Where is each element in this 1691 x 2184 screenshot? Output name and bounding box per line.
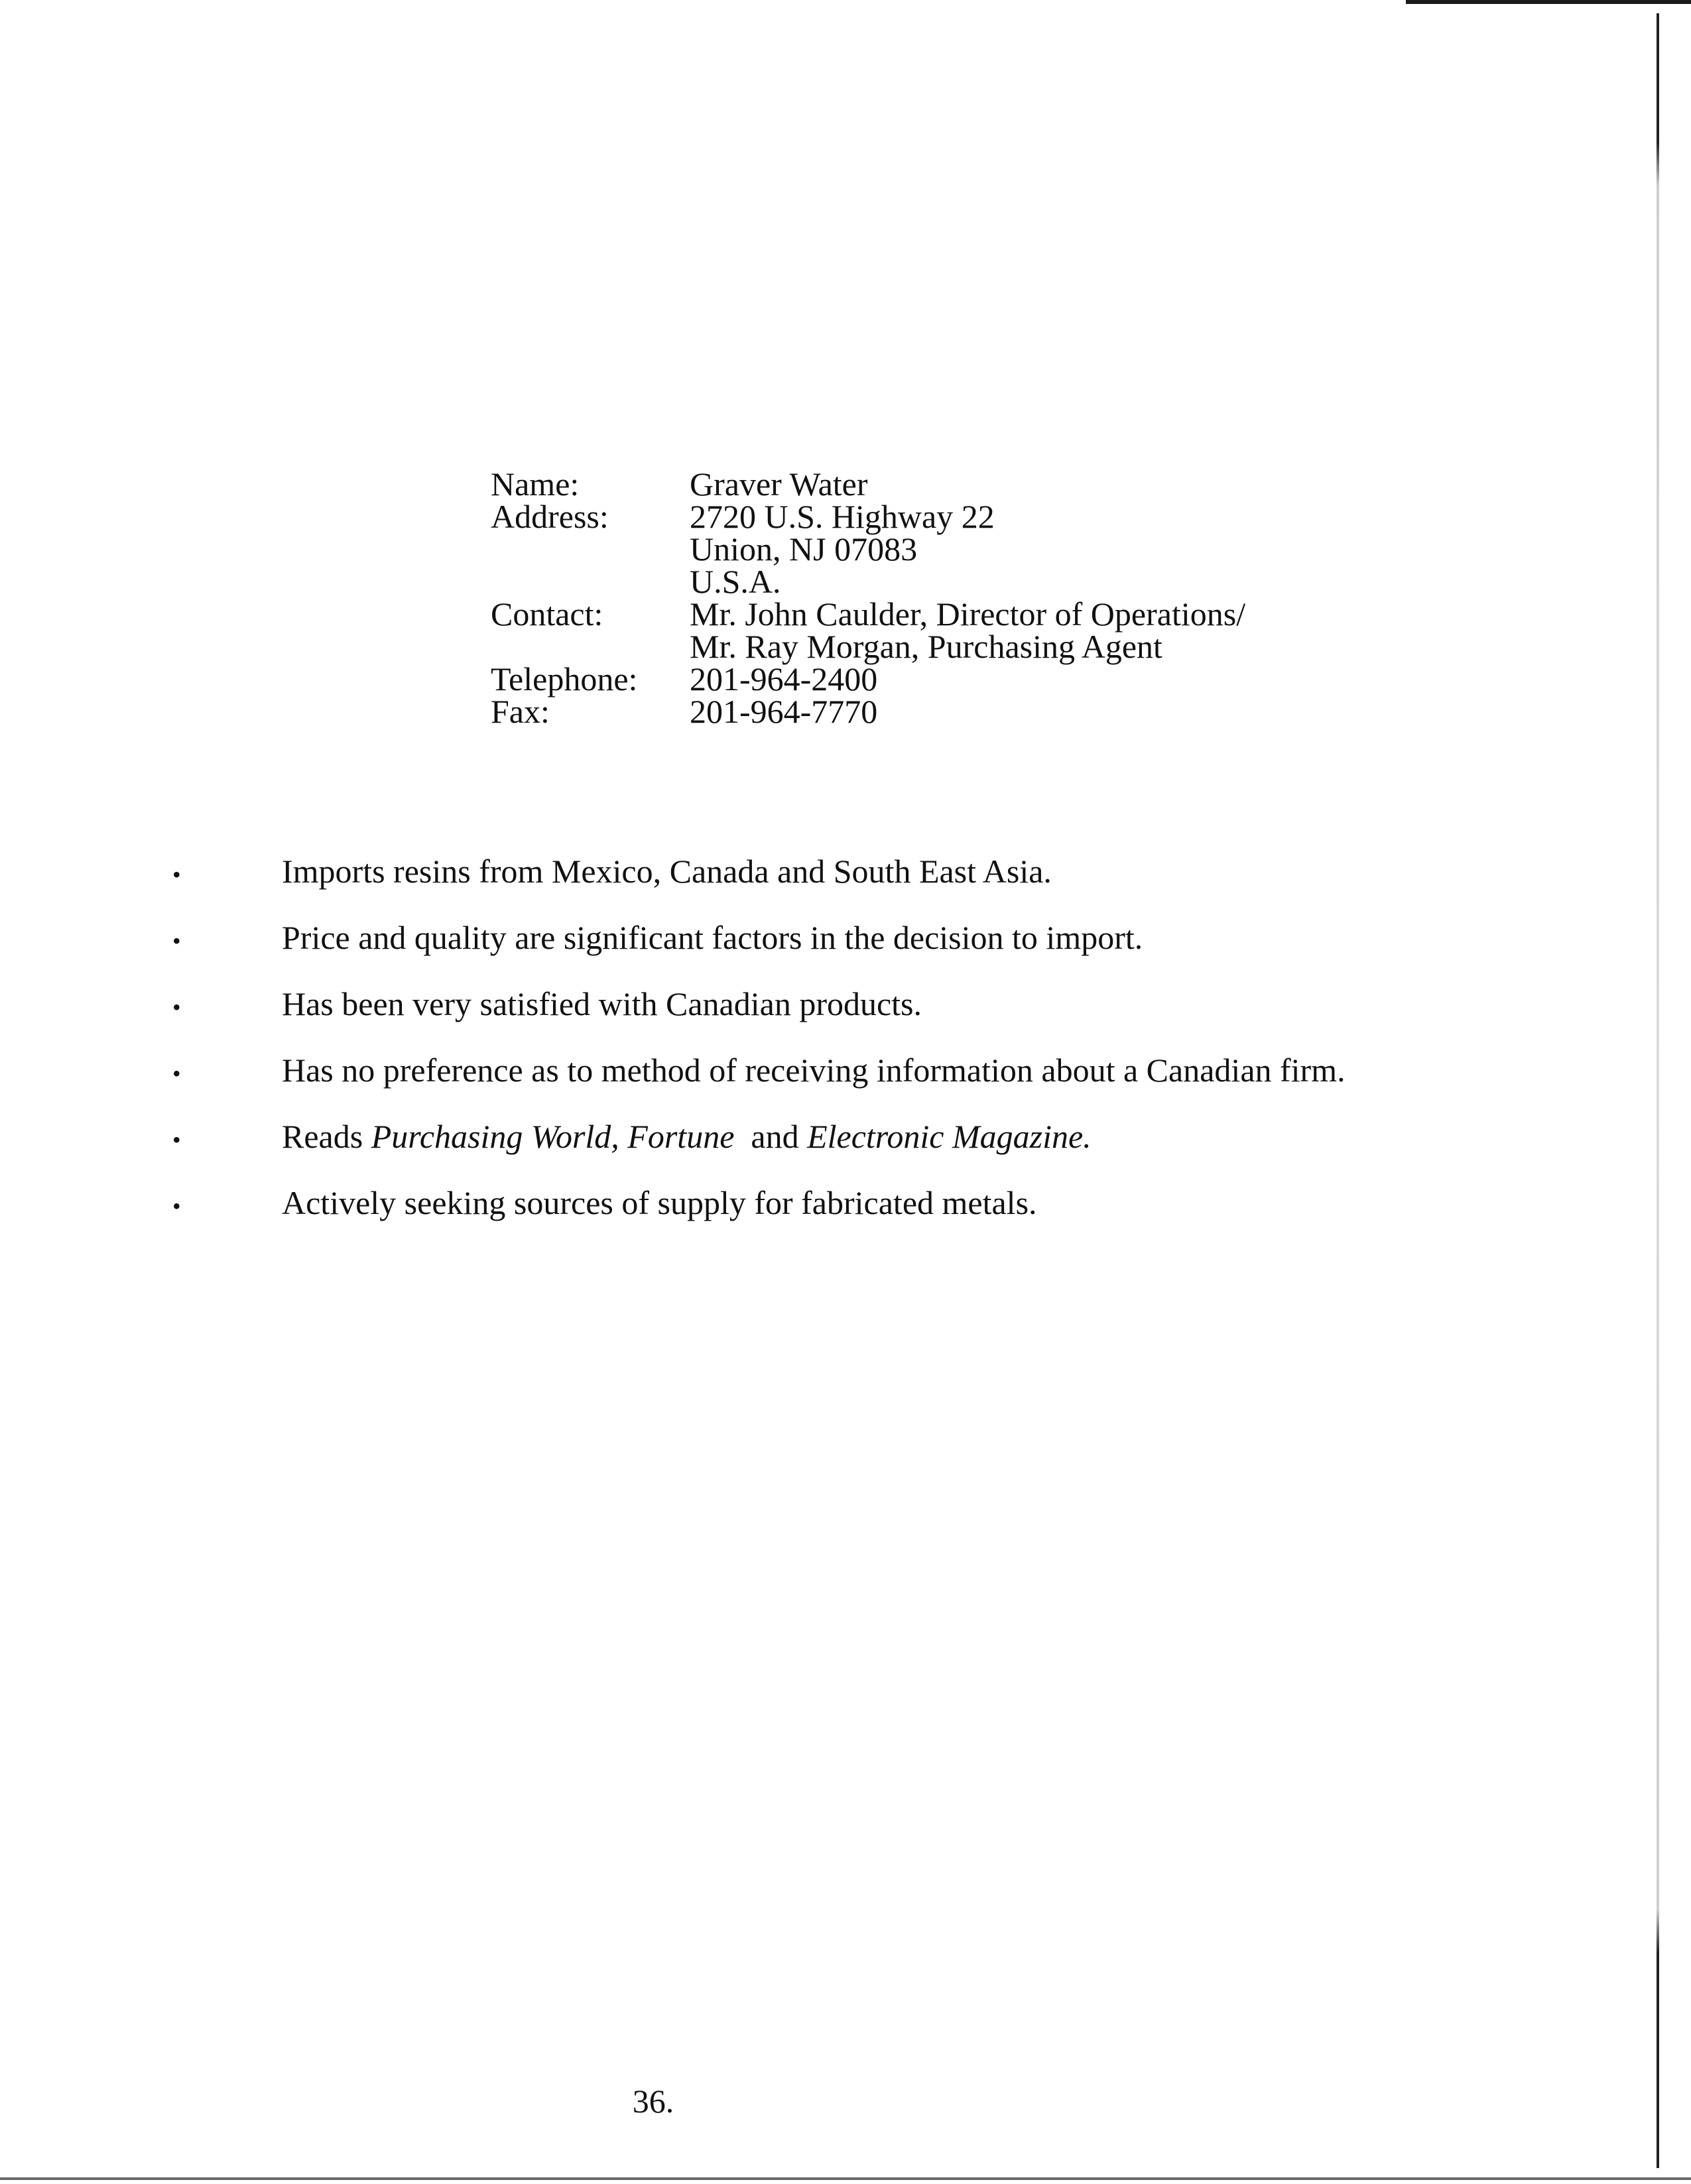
- telephone-value: 201-964-2400: [690, 660, 878, 698]
- name-label: Name:: [491, 465, 580, 503]
- bullet-text: Price and quality are significant factors in the decision to import.: [282, 919, 1143, 956]
- address-line-2: Union, NJ 07083: [690, 530, 918, 568]
- publication-title-electronic: Electronic Magazine.: [807, 1118, 1092, 1155]
- fax-value: 201-964-7770: [690, 693, 878, 730]
- bullet-text: Has been very satisfied with Canadian products.: [282, 985, 922, 1022]
- bullet-marker: •: [172, 1126, 181, 1153]
- contact-line-1: Mr. John Caulder, Director of Operations/: [690, 595, 1246, 633]
- scan-edge-bottom: [0, 2177, 1691, 2180]
- telephone-label: Telephone:: [491, 660, 638, 698]
- company-contact-block: [491, 465, 1246, 730]
- publication-titles: Purchasing World, Fortune: [371, 1118, 735, 1155]
- company-name: Graver Water: [690, 465, 868, 503]
- list-item: [172, 1051, 1565, 1117]
- reads-and: and: [734, 1118, 808, 1155]
- fax-row: [491, 693, 1245, 730]
- address-row: [491, 498, 1245, 535]
- bullet-text: Imports resins from Mexico, Canada and South East Asia.: [282, 853, 1052, 890]
- address-label: Address:: [491, 498, 609, 535]
- bullet-list: [172, 852, 1565, 1250]
- scan-edge-right: [1657, 13, 1659, 2168]
- contact-row: [491, 595, 1246, 633]
- bullet-text-publications: [282, 1117, 1092, 1156]
- contact-row-2: [491, 628, 1245, 665]
- list-item: [172, 918, 1565, 985]
- bullet-marker: •: [172, 1060, 181, 1087]
- scan-edge-top: [1406, 0, 1691, 4]
- list-item: [172, 1183, 1565, 1250]
- contact-line-2: Mr. Ray Morgan, Purchasing Agent: [690, 628, 1162, 665]
- bullet-marker: •: [172, 994, 181, 1020]
- list-item: [172, 852, 1565, 918]
- bullet-marker: •: [172, 861, 181, 888]
- reads-prefix: Reads: [282, 1118, 371, 1155]
- bullet-text: Has no preference as to method of receiving information about a Canadian firm.: [282, 1052, 1346, 1089]
- address-line-3: U.S.A.: [690, 563, 781, 600]
- list-item: [172, 985, 1565, 1051]
- bullet-text: Actively seeking sources of supply for fabricated metals.: [282, 1184, 1037, 1221]
- name-row: [491, 465, 1245, 503]
- page-number: 36.: [632, 2083, 674, 2120]
- bullet-marker: •: [172, 928, 181, 954]
- contact-label: Contact:: [491, 595, 603, 633]
- address-row-3: [491, 563, 1245, 600]
- bullet-marker: •: [172, 1193, 181, 1219]
- telephone-row: [491, 660, 1245, 698]
- page-number-container: [0, 2082, 1691, 2120]
- fax-label: Fax:: [491, 693, 550, 730]
- address-row-2: [491, 530, 1245, 568]
- list-item: [172, 1117, 1565, 1183]
- address-line-1: 2720 U.S. Highway 22: [690, 498, 995, 535]
